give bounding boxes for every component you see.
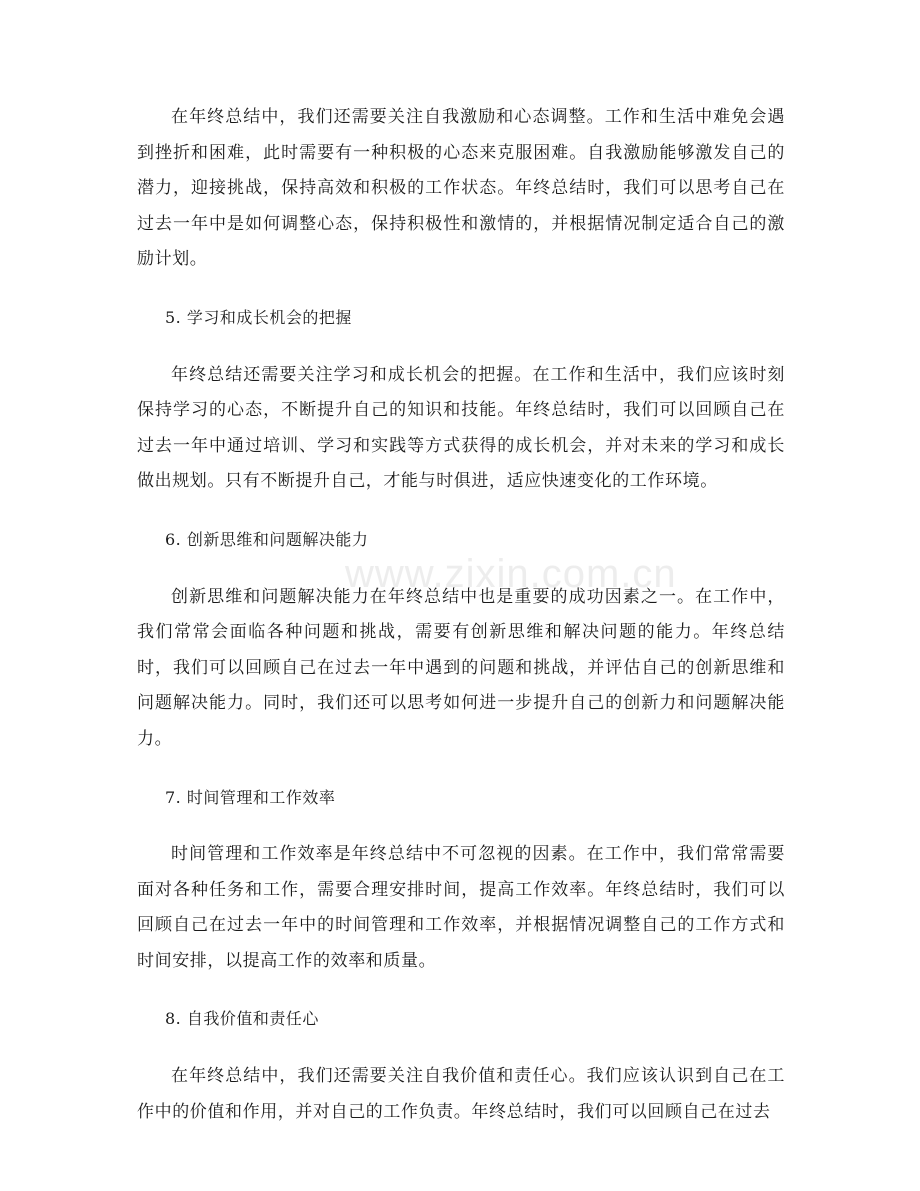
document-body xyxy=(137,100,785,1152)
watermark-text: www.zixin.com.cn xyxy=(345,552,677,596)
paragraph-self-value: 在年终总结中，我们还需要关注自我价值和责任心。我们应该认识到自己在工作中的价值和作用，并对自己的工作负责。年终总结时，我们可以回顾自己在过去 xyxy=(137,1066,785,1122)
paragraph-learning-growth: 年终总结还需要关注学习和成长机会的把握。在工作和生活中，我们应该时刻保持学习的心态，不断提升自己的知识和技能。年终总结时，我们可以回顾自己在过去一年中通过培训、学习和实践等方式获得的成长机会，并对未来的学习和成长做出规划。只有不断提升自己，才能与时俱进，适应快速变化的工作环境。 xyxy=(137,364,785,492)
paragraph-innovation: 创新思维和问题解决能力在年终总结中也是重要的成功因素之一。在工作中，我们常常会面临各种问题和挑战，需要有创新思维和解决问题的能力。年终总结时，我们可以回顾自己在过去一年中遇到的问题和挑战，并评估自己的创新思维和问题解决能力。同时，我们还可以思考如何进一步提升自己的创新力和问题解决能力。 xyxy=(137,586,785,749)
heading-innovation: 6. 创新思维和问题解决能力 xyxy=(165,529,369,549)
heading-learning-growth: 5. 学习和成长机会的把握 xyxy=(165,307,352,327)
paragraph-time-management: 时间管理和工作效率是年终总结中不可忽视的因素。在工作中，我们常常需要面对各种任务和工作，需要合理安排时间，提高工作效率。年终总结时，我们可以回顾自己在过去一年中的时间管理和工作效率，并根据情况调整自己的工作方式和时间安排，以提高工作的效率和质量。 xyxy=(137,844,785,971)
heading-self-value: 8. 自我价值和责任心 xyxy=(165,1009,319,1029)
paragraph-self-motivation: 在年终总结中，我们还需要关注自我激励和心态调整。工作和生活中难免会遇到挫折和困难，此时需要有一种积极的心态来克服困难。自我激励能够激发自己的潜力，迎接挑战，保持高效和积极的工作状态。年终总结时，我们可以思考自己在过去一年中是如何调整心态，保持积极性和激情的，并根据情况制定适合自己的激励计划。 xyxy=(137,107,785,270)
heading-time-management: 7. 时间管理和工作效率 xyxy=(165,787,336,807)
